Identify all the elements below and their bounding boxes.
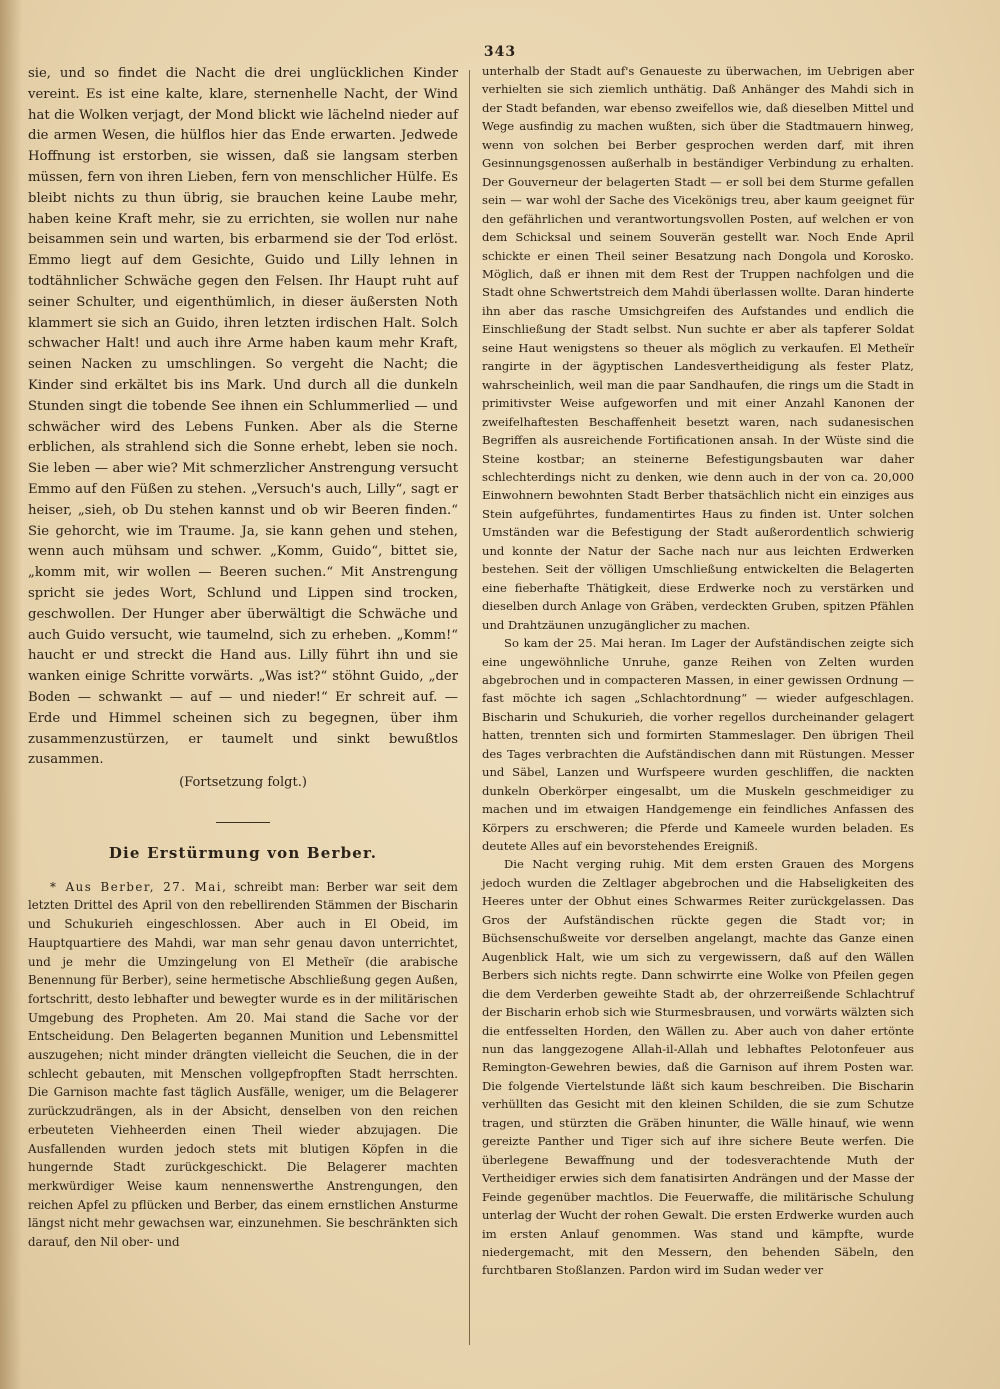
page-edge-shadow [0, 0, 22, 1389]
right-column [482, 62, 914, 1280]
article-dateline: * Aus Berber, 27. Mai, [50, 879, 228, 894]
section-separator [216, 822, 270, 823]
continued-note: (Fortsetzung folgt.) [179, 775, 307, 791]
column-divider [469, 70, 470, 1345]
article-paragraph [28, 878, 458, 1252]
article-paragraph: So kam der 25. Mai heran. Im Lager der Aufständischen zeigte sich eine ungewöhnliche Unruhe, ganze Reihen von Zelten wurden abgebrochen und in compacteren Massen, in einer gewissen Ordnung — fast möchte ich sagen „Schlachtordnung“ — wieder aufgeschlagen. Bischarin und Schukurieh, die vorher regellos durcheinander gelagert hatten, trennten sich und formirten Stammeslager. Den übrigen Theil des Tages verbrachten die Aufständischen dann mit Rüstungen. Messer und Säbel, Lanzen und Wurfspeere wurden geschliffen, die nackten dunkeln Oberkörper eingesalbt, um die Muskeln geschmeidiger zu machen und im etwaigen Handgemenge ein feindliches Anfassen des Körpers zu erschweren; die Pferde und Kameele wurden beladen. Es deutete Alles auf ein bevorstehendes Ereigniß. [482, 636, 914, 854]
article-paragraph-text: schreibt man: Berber war seit dem letzten Drittel des April von den rebellirenden Stämmen der Bischarin und Schukurieh eingeschlossen. Aber auch in El Obeid, im Hauptquartiere des Mahdi, war man sehr genau davon unterrichtet, und je mehr die Umzingelung von El Metheïr (die arabische Benennung für Berber), seine hermetische Abschließung gegen Außen, fortschritt, desto lebhafter und bewegter wurde es in der militärischen Umgebung des Propheten. Am 20. Mai stand die Sache vor der Entscheidung. Den Belagerten begannen Munition und Lebensmittel auszugehen; nicht minder drängten vielleicht die Seuchen, die in der schlecht gebauten, mit Menschen vollgepfropften Stadt herrschten. Die Garnison machte fast täglich Ausfälle, weniger, um die Belagerer zurückzudrängen, als in der Absicht, denselben von den reichen erbeuteten Viehheerden einen Theil wieder abzujagen. Die Ausfallenden wurden jedoch stets mit blutigen Köpfen in die hungernde Stadt zurückgeschickt. Die Belagerer machten merkwürdiger Weise kaum nennenswerthe Anstrengungen, den reichen Apfel zu pflücken und Berber, das einem ernstlichen Ansturme längst nicht mehr gewachsen war, einzunehmen. Sie beschränkten sich darauf, den Nil ober- und [28, 879, 458, 1250]
page-number: 343 [483, 44, 517, 60]
left-column [28, 64, 458, 1252]
article-headline: Die Erstürmung von Berber. [108, 843, 378, 862]
article-paragraph: Die Nacht verging ruhig. Mit dem ersten Grauen des Morgens jedoch wurden die Zeltlager abgebrochen und die Habseligkeiten des Heeres unter der Obhut eines Schwarmes Reiter zurückgelassen. Das Gros der Aufständischen rückte gegen die Stadt vor; in Büchsenschußweite vor derselben angelangt, machte das Ganze einen Augenblick Halt, wie um sich zu vergewissern, daß auf den Wällen Berbers sich nichts regte. Dann schwirrte eine Wolke von Pfeilen gegen die dem Verderben geweihte Stadt ab, der ohrzerreißende Schlachtruf der Bischarin erhob sich wie Sturmesbrausen, und vorwärts wälzten sich die entfesselten Horden, den Wällen zu. Aber auch von daher ertönte nun das langgezogene Allah-il-Allah und lebhaftes Pelotonfeuer aus Remington-Gewehren bewies, daß die Garnison auf ihrem Posten war. Die folgende Viertelstunde läßt sich kaum beschreiben. Die Bischarin verhüllten das Gesicht mit den kleinen Schilden, die sie zum Schutze tragen, und stürzten die Gräben hinunter, die Wälle hinauf, wie wenn gereizte Panther und Tiger sich auf ihre sichere Beute werfen. Die überlegene Bewaffnung und der todesverachtende Muth der Vertheidiger erwies sich dem fanatisirten Andrängen und der Masse der Feinde gegenüber machtlos. Die Feuerwaffe, die militärische Schulung unterlag der Wucht der rohen Gewalt. Die ersten Erdwerke wurden auch im ersten Anlauf genommen. Was stand und kämpfte, wurde niedergemacht, mit den Messern, den behenden Säbeln, den furchtbaren Stoßlanzen. Pardon wird im Sudan weder ver [482, 857, 914, 1278]
article-paragraph: unterhalb der Stadt auf's Genaueste zu überwachen, im Uebrigen aber verhielten sie sich ziemlich unthätig. Daß Anhänger des Mahdi sich in der Stadt befanden, war ebenso zweifellos wie, daß dieselben Mittel und Wege ausfindig zu machen wußten, sich über die Stadtmauern hinweg, wenn von solchen bei Berber gesprochen werden darf, mit ihren Gesinnungsgenossen außerhalb in beständiger Verbindung zu erhalten. Der Gouverneur der belagerten Stadt — er soll bei dem Sturme gefallen sein — war wohl der Sache des Vicekönigs treu, aber kaum geeignet für den gefährlichen und verantwortungsvollen Posten, auf welchen er von dem Schicksal und seinem Souverän gestellt war. Noch Ende April schickte er einen Theil seiner Besatzung nach Dongola und Korosko. Möglich, daß er ihnen mit dem Rest der Truppen nachfolgen und die Stadt ohne Schwertstreich dem Mahdi überlassen wollte. Daran hinderte ihn aber das rasche Umsichgreifen des Aufstandes und endlich die Einschließung der Stadt selbst. Nun suchte er aber als tapferer Soldat seine Haut wenigstens so theuer als möglich zu verkaufen. El Metheïr rangirte in der ägyptischen Landesvertheidigung als fester Platz, wahrscheinlich, weil man die paar Sandhaufen, die rings um die Stadt in primitivster Weise aufgeworfen und mit einer Anzahl Kanonen der zweifelhaftesten Beschaffenheit besetzt waren, nach sudanesischen Begriffen als ausreichende Fortificationen ansah. In der Wüste sind die Steine kostbar; an steinerne Befestigungsbauten war daher schlechterdings nicht zu denken, wie denn auch in der von ca. 20,000 Einwohnern bewohnten Stadt Berber thatsächlich nicht ein einziges aus Stein aufgeführtes, fundamentirtes Haus zu finden ist. Unter solchen Umständen war die Befestigung der Stadt außerordentlich schwierig und konnte der Natur der Sache nach nur aus leichten Erdwerken bestehen. Seit der völligen Umschließung entwickelten die Belagerten eine fieberhafte Thätigkeit, diese Erdwerke noch zu verstärken und dieselben durch Anlage von Gräben, verdeckten Gruben, spitzen Pfählen und Drahtzäunen unzugänglicher zu machen. [482, 64, 914, 632]
story-paragraph: sie, und so findet die Nacht die drei unglücklichen Kinder vereint. Es ist eine kalte, klare, sternenhelle Nacht, der Wind hat die Wolken verjagt, der Mond blickt wie lächelnd nieder auf die armen Wesen, die hülflos hier das Ende erwarten. Jedwede Hoffnung ist erstorben, sie wissen, daß sie langsam sterben müssen, fern von ihren Lieben, fern von menschlicher Hülfe. Es bleibt nichts zu thun übrig, sie brauchen keine Laube mehr, haben keine Kraft mehr, sie zu errichten, sie wollen nur nahe beisammen sein und warten, bis erbarmend sie der Tod erlöst. Emmo liegt auf dem Gesichte, Guido und Lilly lehnen in todtähnlicher Schwäche gegen den Felsen. Ihr Haupt ruht auf seiner Schulter, und eigenthümlich, in dieser äußersten Noth klammert sie sich an Guido, ihren letzten irdischen Halt. Solch schwacher Halt! und auch ihre Arme haben kaum mehr Kraft, seinen Nacken zu umschlingen. So vergeht die Nacht; die Kinder sind erkältet bis ins Mark. Und durch all die dunkeln Stunden singt die tobende See ihnen ein Schlummerlied — und schwächer wird des Lebens Funken. Aber als die Sterne erblichen, als strahlend sich die Sonne erhebt, leben sie noch. Sie leben — aber wie? Mit schmerzlicher Anstrengung versucht Emmo auf den Füßen zu stehen. „Versuch's auch, Lilly“, sagt er heiser, „sieh, ob Du stehen kannst und ob wir Beeren finden.“ Sie gehorcht, wie im Traume. Ja, sie kann gehen und stehen, wenn auch mühsam und schwer. „Komm, Guido“, bittet sie, „komm mit, wir wollen — Beeren suchen.“ Mit Anstrengung spricht sie jedes Wort, Schlund und Lippen sind trocken, geschwollen. Der Hunger aber überwältigt die Schwäche und auch Guido versucht, wie taumelnd, sich zu erheben. „Komm!“ haucht er und streckt die Hand aus. Lilly führt ihn und sie wanken einige Schritte vorwärts. „Was ist?“ stöhnt Guido, „der Boden — schwankt — auf — und nieder!“ Er schreit auf. — Erde und Himmel scheinen sich zu begegnen, über ihm zusammenzustürzen, er taumelt und sinkt bewußtlos zusammen. [28, 66, 458, 768]
